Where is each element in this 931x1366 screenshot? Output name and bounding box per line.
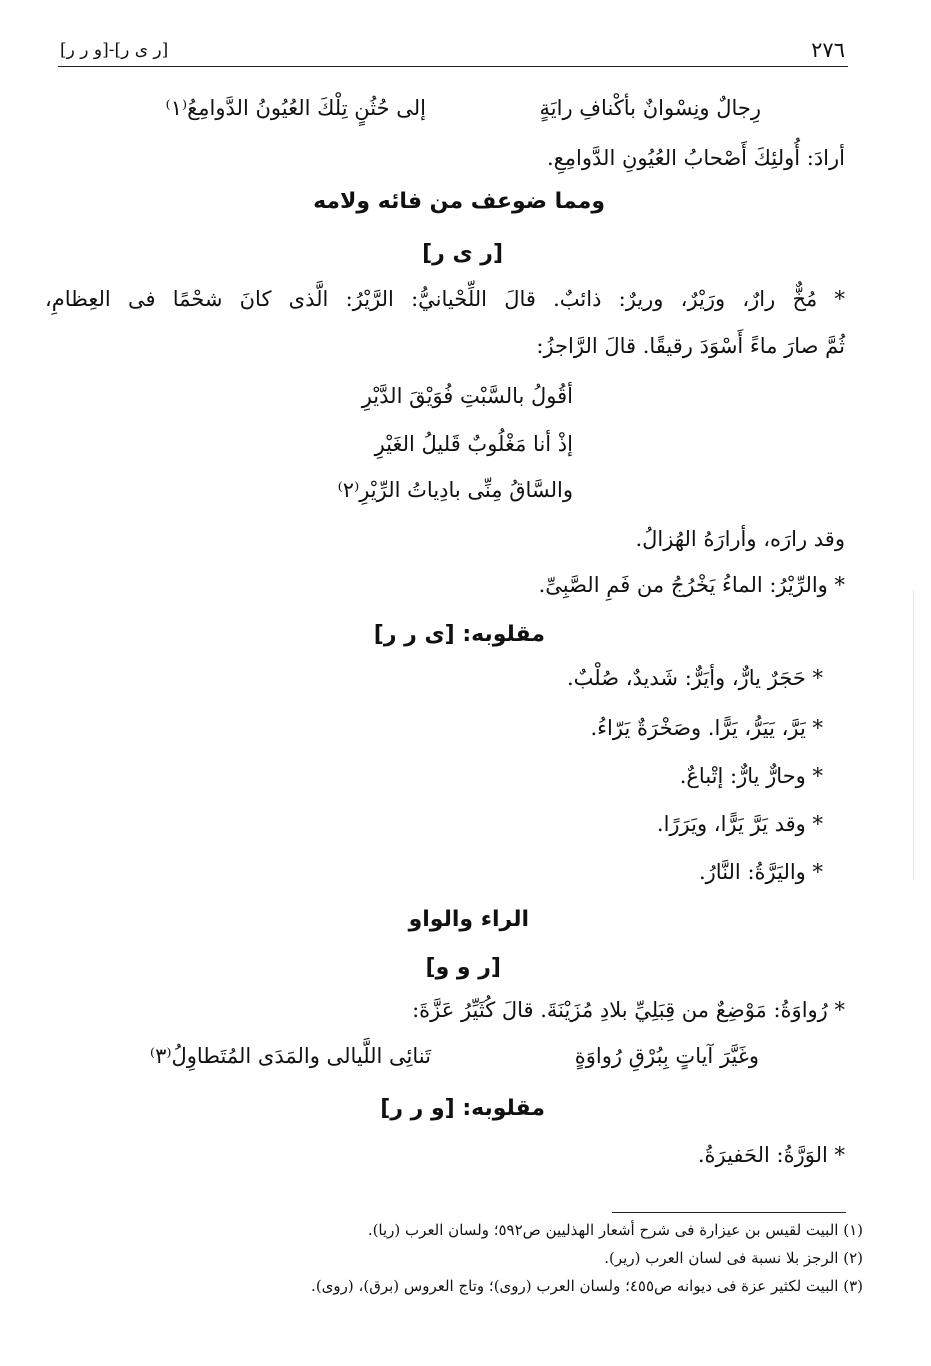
rajaz-line-3: والسَّاقُ مِنِّى بادِياتُ الرِّيْرِ⁽٢⁾: [337, 478, 573, 502]
footnote-rule: [612, 1212, 846, 1213]
list-item-1: * حَجَرٌ يارٌّ، وأيَرٌّ: شَديدٌ، صُلْبٌ.: [567, 666, 823, 690]
list-item-4: * وقد يَرَّ يَرًّا، ويَرَرًا.: [656, 812, 823, 836]
verse2-right-hemistich: وغَيَّرَ آياتٍ بِبُرْقِ رُواوَةٍ: [574, 1044, 759, 1068]
root-bracket-rww: [ر و و]: [425, 955, 501, 980]
page-number: ٢٧٦: [811, 38, 845, 62]
section-heading-raa-waw: الراء والواو: [408, 907, 529, 932]
line-arada: أرادَ: أُولئِكَ أَصْحابُ العُيُونِ الدَّوامِعِ.: [546, 146, 845, 170]
list-item-5: * واليَرَّةُ: النَّارُ.: [698, 860, 823, 884]
paragraph-line-1: * مُخٌّ رارٌ، ورَيْرٌ، وريرٌ: ذائبٌ. قالَ اللِّحْيانيُّ: الرَّيْرُ: الَّذى كانَ شحْمًا فى العِظامِ،: [45, 287, 845, 311]
list-item-2: * يَرَّ، يَيَرُّ، يَرًّا. وصَخْرَةٌ يَرّاءُ.: [590, 716, 823, 740]
line-ruwawa: * رُواوَةُ: مَوْضِعٌ من قِبَلِيِّ بلادِ مُزَيْنَةَ. قالَ كُثَيِّرُ عَزَّةَ:: [412, 998, 845, 1022]
subheading-maqlub-yrr: مقلوبه: [ى ر ر]: [373, 622, 545, 647]
paragraph-line-2: ثُمَّ صارَ ماءً أَسْوَدَ رقيقًا. قالَ الرَّاجزُ:: [536, 334, 845, 358]
subheading-maqlub-wrr: مقلوبه: [و ر ر]: [380, 1096, 545, 1121]
header-rule: [58, 66, 848, 67]
footnote-3: (٣) البيت لكثير عزة فى ديوانه ص٤٥٥؛ ولسان العرب (روى)؛ وتاج العروس (برق)، (روى).: [311, 1277, 863, 1295]
line-raarah: وقد رارَه، وأرارَهُ الهُزالُ.: [635, 527, 845, 551]
section-heading-main: ومما ضوعف من فائه ولامه: [313, 189, 605, 214]
rajaz-line-2: إذْ أنا مَغْلُوبٌ قَليلُ الغَيْرِ: [374, 432, 573, 456]
verse2-left-hemistich: تَنائِى اللَّيالى والمَدَى المُتَطاوِلُ⁽٣⁾: [149, 1044, 431, 1068]
rajaz-line-1: أقُولُ بالسَّبْتِ فُوَيْقَ الدَّيْرِ: [361, 384, 573, 408]
line-warra: * الوَرَّةُ: الحَفيرَةُ.: [697, 1143, 845, 1167]
footnote-1: (١) البيت لقيس بن عيزارة فى شرح أشعار الهذليين ص٥٩٢؛ ولسان العرب (ريا).: [367, 1221, 863, 1239]
verse1-right-hemistich: رِجالٌ ونِسْوانٌ بأكْنافِ رايَةٍ: [539, 96, 761, 120]
verse1-left-hemistich: إلى حُثُنٍ تِلْكَ العُيُونُ الدَّوامِعُ⁽١⁾: [165, 96, 426, 120]
scan-edge-line: [913, 590, 914, 880]
running-head: [ر ى ر]-[و ر ر]: [60, 40, 169, 60]
footnote-2: (٢) الرجز بلا نسبة فى لسان العرب (رير).: [604, 1249, 863, 1267]
root-bracket-ryr: [ر ى ر]: [422, 241, 503, 266]
line-alrayr: * والرِّيْرُ: الماءُ يَخْرُجُ من فَمِ الصَّبِىِّ.: [538, 573, 845, 597]
list-item-3: * وحارٌّ يارٌّ: إتْباعٌ.: [679, 764, 823, 788]
